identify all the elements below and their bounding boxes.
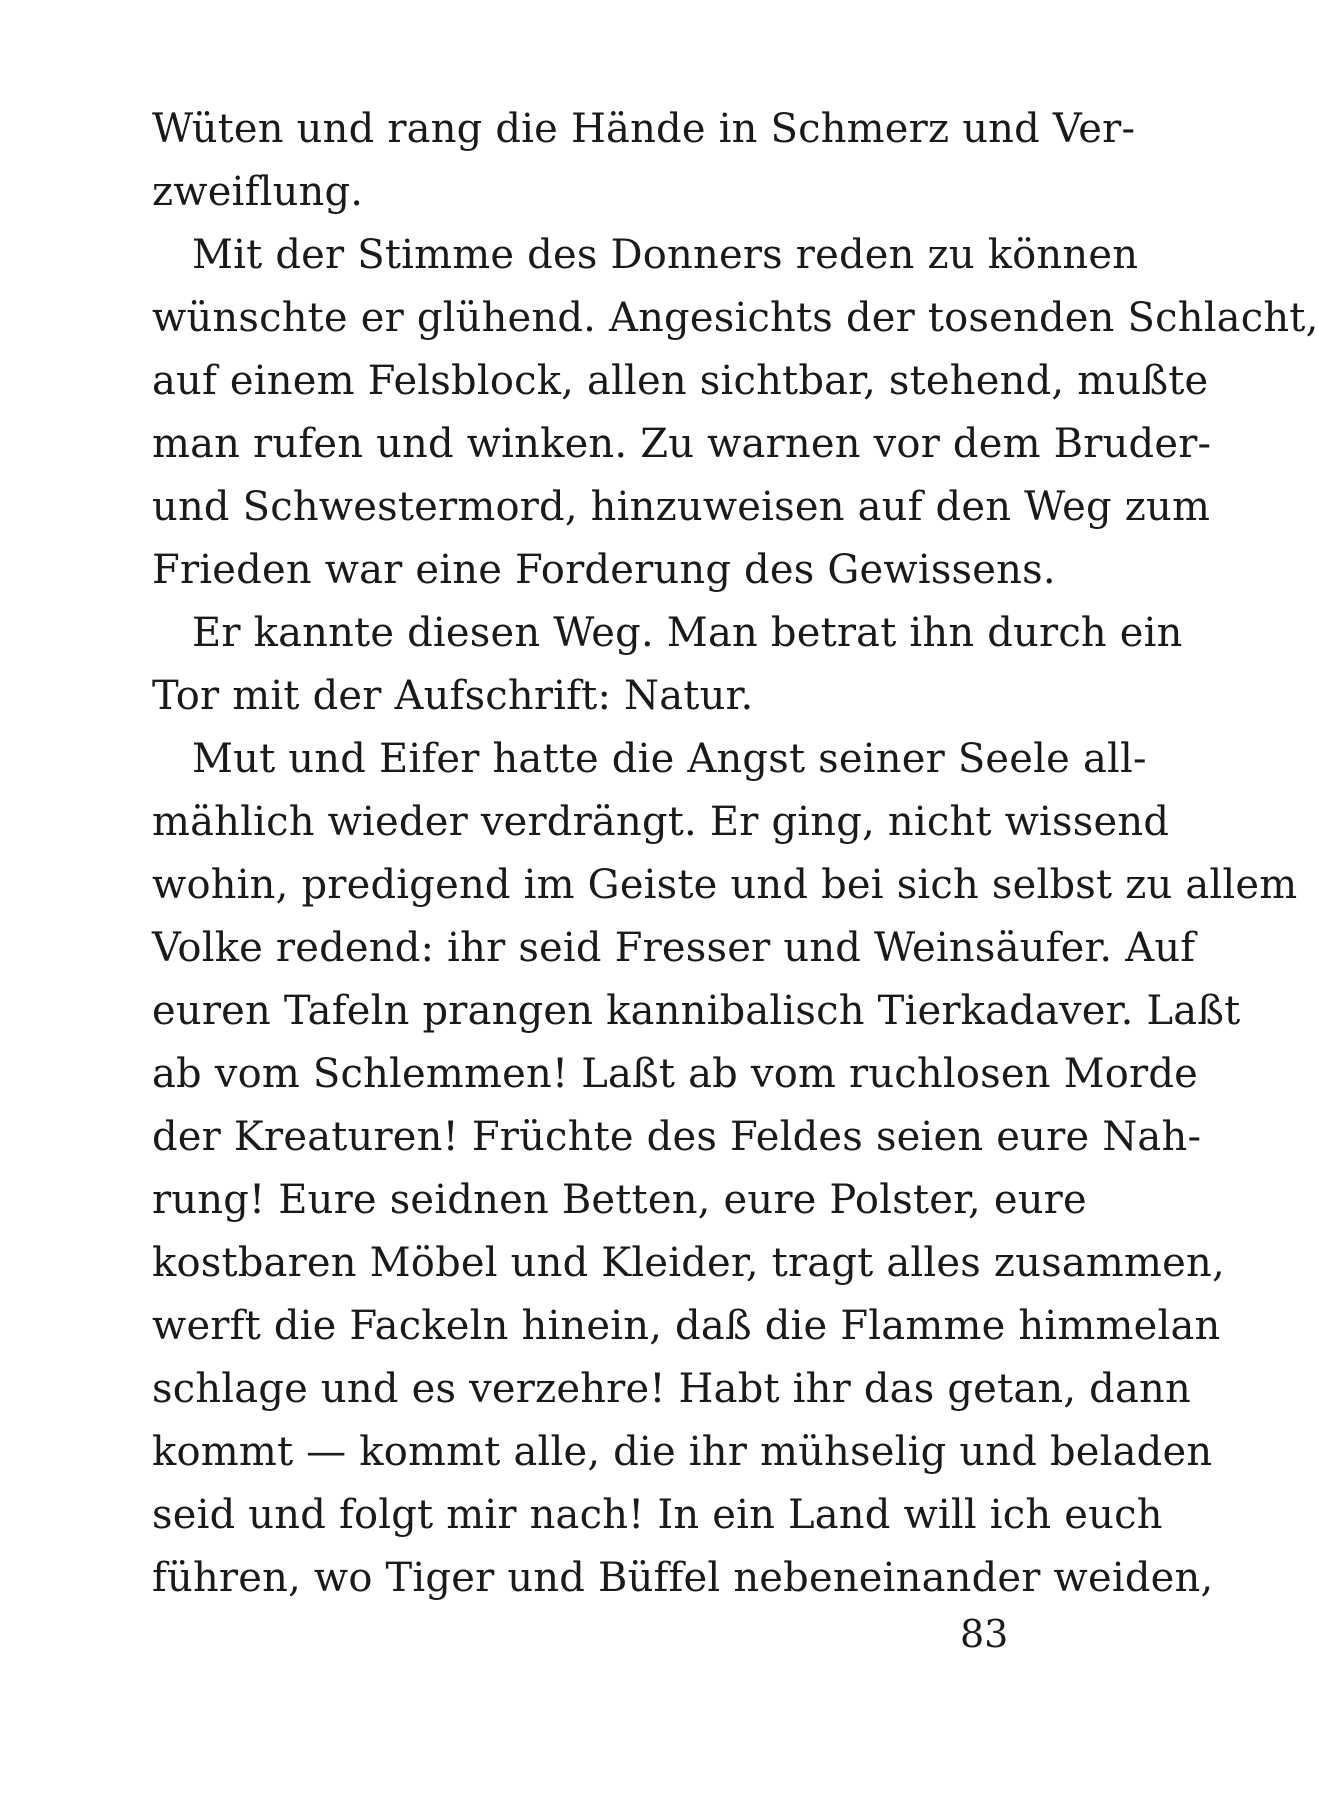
text-line: und Schwestermord, hinzuweisen auf den Weg zum [152,484,1211,530]
text-line: der Kreaturen! Früchte des Feldes seien eure Nah- [152,1114,1202,1160]
text-line: Volke redend: ihr seid Fresser und Weinsäufer. Auf [152,925,1196,971]
text-line: Mut und Eifer hatte die Angst seiner Seele all- [192,736,1147,782]
text-line: Tor mit der Aufschrift: Natur. [152,673,754,719]
text-line: zweiflung. [152,169,364,215]
text-line: seid und folgt mir nach! In ein Land will ich euch [152,1492,1163,1538]
text-line: Er kannte diesen Weg. Man betrat ihn durch ein [192,610,1183,656]
text-line: kostbaren Möbel und Kleider, tragt alles zusammen, [152,1240,1225,1286]
text-line: Mit der Stimme des Donners reden zu können [192,232,1139,278]
text-line: mählich wieder verdrängt. Er ging, nicht wissend [152,799,1170,845]
text-line: rung! Eure seidnen Betten, eure Polster, eure [152,1177,1087,1223]
text-line: wohin, predigend im Geiste und bei sich selbst zu allem [152,862,1298,908]
text-line: auf einem Felsblock, allen sichtbar, stehend, mußte [152,358,1209,404]
text-line: wünschte er glühend. Angesichts der tosenden Schlacht, [152,295,1318,341]
text-line: ab vom Schlemmen! Laßt ab vom ruchlosen Morde [152,1051,1199,1097]
text-line: werft die Fackeln hinein, daß die Flamme himmelan [152,1303,1221,1349]
text-line: Frieden war eine Forderung des Gewissens. [152,547,1056,593]
body-text [152,98,1318,1610]
text-line: kommt — kommt alle, die ihr mühselig und beladen [152,1429,1213,1475]
text-line: Wüten und rang die Hände in Schmerz und Ver- [152,106,1136,152]
text-line: man rufen und winken. Zu warnen vor dem Bruder- [152,421,1212,467]
page-number: 83 [960,1612,1009,1656]
text-line: führen, wo Tiger und Büffel nebeneinander weiden, [152,1555,1214,1601]
text-line: schlage und es verzehre! Habt ihr das getan, dann [152,1366,1191,1412]
text-line: euren Tafeln prangen kannibalisch Tierkadaver. Laßt [152,988,1241,1034]
